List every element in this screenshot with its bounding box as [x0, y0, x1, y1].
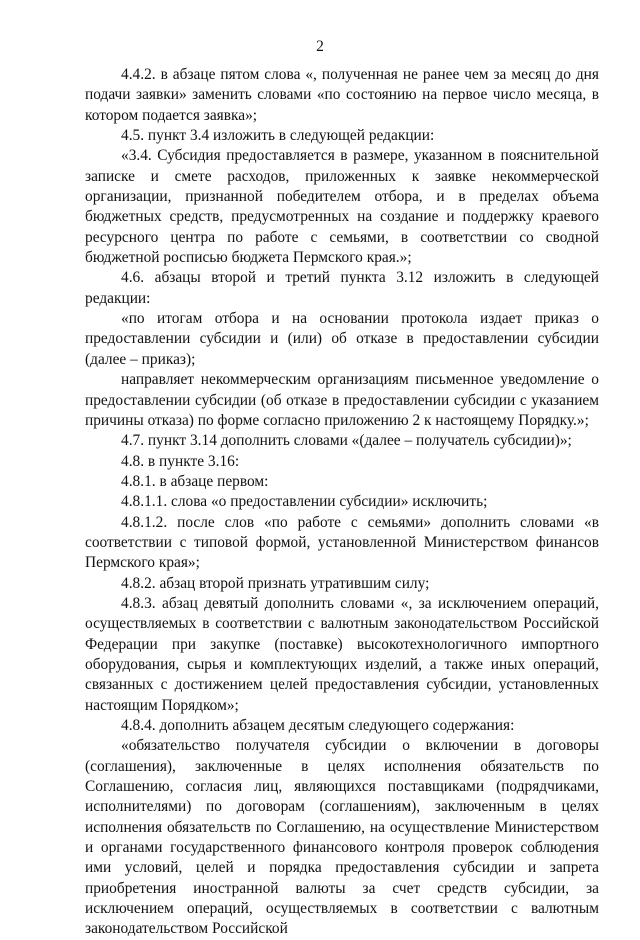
paragraph-4-7: 4.7. пункт 3.14 дополнить словами «(далее – получатель субсидии)»; — [121, 432, 572, 450]
paragraph-4-8-3: 4.8.3. абзац девятый дополнить словами «, за исключением операций, осуществляемых в соответствии с валютным законодательством Российской Федерации при закупке (поставке) высокотехнологичного импортного оборудования, сырья и комплектующих изделий, а также иных операций, связанных с достижением целей предоставления субсидии, установленных настоящим Порядком»; — [85, 594, 599, 714]
paragraph-obligation-text: «обязательство получателя субсидии о включении в договоры (соглашения), заключенные в целях исполнения обязательств по Соглашению, согласия лиц, являющихся поставщиками (подрядчиками, исполнителями) по договорам (соглашениям), заключенным в целях исполнения обязательств по Соглашению, на осуществление Министерством и органами государственного финансового контроля проверок соблюдения ими условий, целей и порядка предоставления субсидии и запрета приобретения иностранной валюты за счет средств субсидии, за исключением операций, осуществляемых в соответствии с валютным законодательством Российской — [85, 737, 599, 938]
page-number: 2 — [316, 38, 324, 55]
paragraph-4-6: 4.6. абзацы второй и третий пункта 3.12 изложить в следующей редакции: — [85, 269, 599, 307]
paragraph-4-8-1: 4.8.1. в абзаце первом: — [121, 472, 269, 490]
paragraph-4-5: 4.5. пункт 3.4 изложить в следующей редакции: — [121, 127, 435, 145]
paragraph-3-4-text: «3.4. Субсидия предоставляется в размере, указанном в пояснительной записке и смете расходов, приложенных к заявке некоммерческой организации, признанной победителем отбора, и в пределах объема бюджетных средств, предусмотренных на создание и поддержку краевого ресурсного центра по работе с семьями, в соответствии со сводной бюджетной росписью бюджета Пермского края.»; — [85, 147, 599, 267]
paragraph-4-4-2: 4.4.2. в абзаце пятом слова «, полученная не ранее чем за месяц до дня подачи заявки» заменить словами «по состоянию на первое число месяца, в котором подается заявка»; — [85, 66, 599, 124]
document-body — [85, 65, 599, 940]
paragraph-4-8-2: 4.8.2. абзац второй признать утратившим силу; — [121, 574, 430, 592]
paragraph-4-8: 4.8. в пункте 3.16: — [121, 452, 240, 470]
paragraph-notification-text: направляет некоммерческим организациям письменное уведомление о предоставлении субсидии (об отказе в предоставлении субсидии с указанием причины отказа) по форме согласно приложению 2 к настоящему Порядку.»; — [85, 371, 599, 429]
paragraph-4-8-4: 4.8.4. дополнить абзацем десятым следующего содержания: — [121, 717, 515, 734]
paragraph-4-8-1-1: 4.8.1.1. слова «о предоставлении субсидии» исключить; — [121, 493, 488, 511]
paragraph-order-text: «по итогам отбора и на основании протокола издает приказ о предоставлении субсидии и (или) об отказе в предоставлении субсидии (далее – приказ); — [85, 310, 599, 368]
paragraph-4-8-1-2: 4.8.1.2. после слов «по работе с семьями» дополнить словами «в соответствии с типовой формой, установленной Министерством финансов Пермского края»; — [85, 513, 599, 572]
